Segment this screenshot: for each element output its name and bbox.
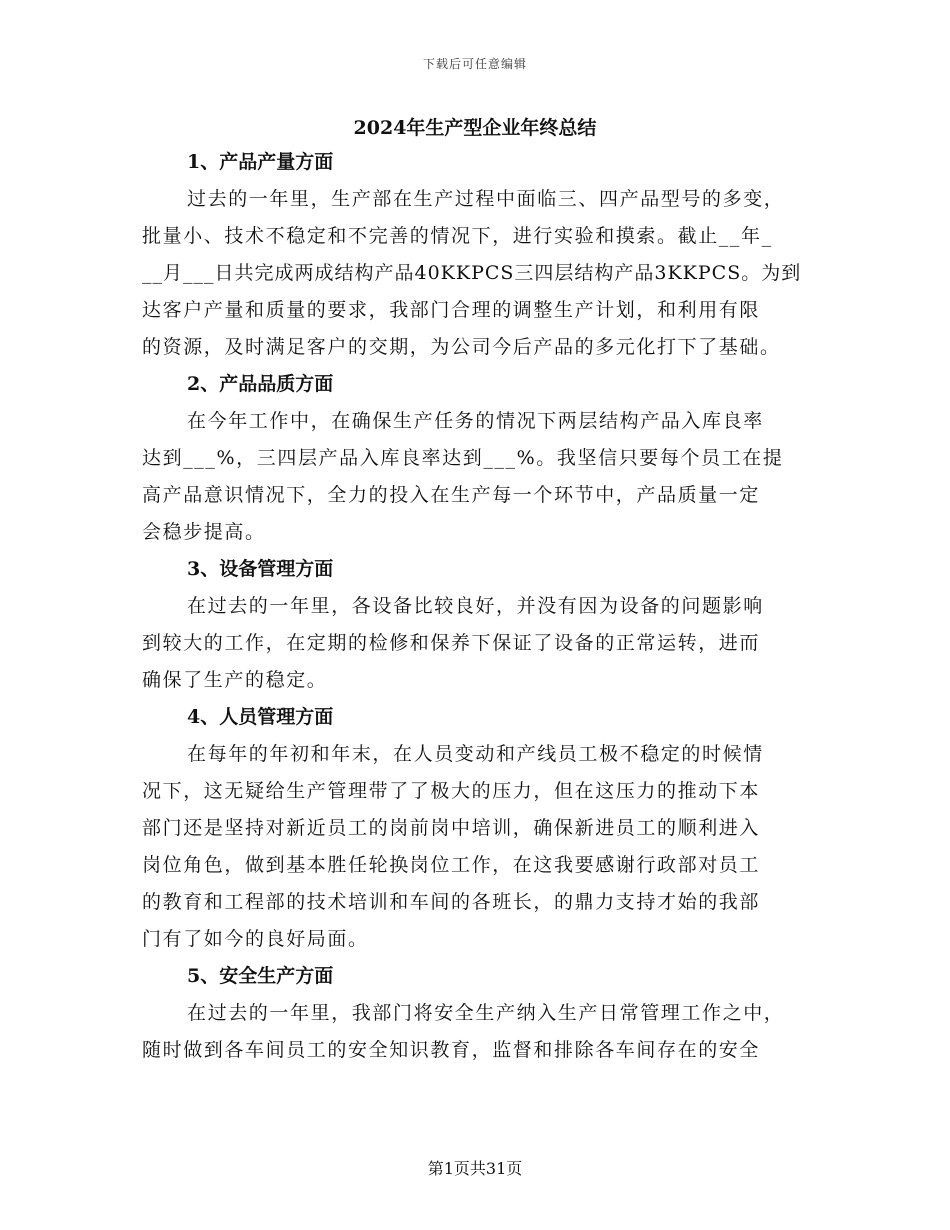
paragraph-line: 达到___%，三四层产品入库良率达到___%。我坚信只要每个员工在提 xyxy=(142,447,784,469)
paragraph-line: 在今年工作中，在确保生产任务的情况下两层结构产品入库良率 xyxy=(187,410,764,432)
paragraph-line: 的教育和工程部的技术培训和车间的各班长，的鼎力支持才始的我部 xyxy=(142,891,761,913)
paragraph-line: 况下，这无疑给生产管理带了了极大的压力，但在这压力的推动下本 xyxy=(142,780,761,802)
section-heading-1: 1、产品产量方面 xyxy=(187,151,334,173)
section-paragraph-5 xyxy=(142,995,802,1069)
section-heading-3: 3、设备管理方面 xyxy=(187,558,334,580)
paragraph-line: 会稳步提高。 xyxy=(142,521,266,543)
section-paragraph-4 xyxy=(142,736,802,958)
section-heading-2: 2、产品品质方面 xyxy=(187,373,334,395)
paragraph-line: 随时做到各车间员工的安全知识教育，监督和排除各车间存在的安全 xyxy=(142,1039,761,1061)
paragraph-line: 确保了生产的稳定。 xyxy=(142,669,328,691)
section-paragraph-1 xyxy=(142,181,802,366)
paragraph-line: 在每年的年初和年末，在人员变动和产线员工极不稳定的时候情 xyxy=(187,743,764,765)
paragraph-line: 在过去的一年里，各设备比较良好，并没有因为设备的问题影响 xyxy=(187,595,764,617)
page-number-footer: 第1页共31页 xyxy=(427,1159,523,1178)
paragraph-line: 门有了如今的良好局面。 xyxy=(142,928,369,950)
paragraph-line: 过去的一年里，生产部在生产过程中面临三、四产品型号的多变， xyxy=(187,188,785,210)
paragraph-line: 到较大的工作，在定期的检修和保养下保证了设备的正常运转，进而 xyxy=(142,632,761,654)
paragraph-line: 批量小、技术不稳定和不完善的情况下，进行实验和摸索。截止__年_ xyxy=(142,225,773,247)
paragraph-line: 达客户产量和质量的要求，我部门合理的调整生产计划，和利用有限 xyxy=(142,299,761,321)
paragraph-line: 的资源，及时满足客户的交期，为公司今后产品的多元化打下了基础。 xyxy=(142,336,781,358)
paragraph-line: __月___日共完成两成结构产品40KKPCS三四层结构产品3KKPCS。为到 xyxy=(142,262,802,284)
section-heading-4: 4、人员管理方面 xyxy=(187,706,334,728)
header-note: 下载后可任意编辑 xyxy=(422,57,527,71)
document-title: 2024年生产型企业年终总结 xyxy=(353,117,597,139)
section-heading-5: 5、安全生产方面 xyxy=(187,965,334,987)
paragraph-line: 在过去的一年里，我部门将安全生产纳入生产日常管理工作之中， xyxy=(187,1002,785,1024)
section-paragraph-2 xyxy=(142,403,802,551)
section-paragraph-3 xyxy=(142,588,802,699)
paragraph-line: 高产品意识情况下，全力的投入在生产每一个环节中，产品质量一定 xyxy=(142,484,761,506)
paragraph-line: 部门还是坚持对新近员工的岗前岗中培训，确保新进员工的顺利进入 xyxy=(142,817,761,839)
document-body xyxy=(142,144,802,1069)
paragraph-line: 岗位角色，做到基本胜任轮换岗位工作，在这我要感谢行政部对员工 xyxy=(142,854,761,876)
